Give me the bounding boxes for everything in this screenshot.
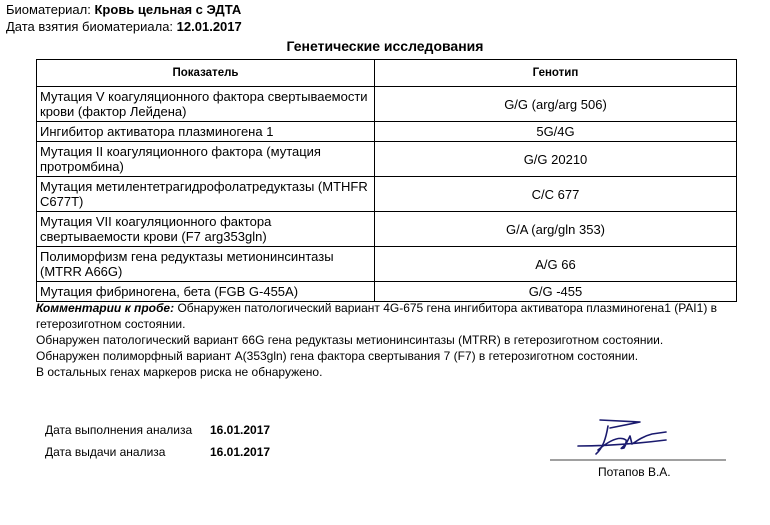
genotype-cell: G/G -455 (375, 282, 737, 302)
table-row (37, 87, 737, 122)
comment-line (36, 300, 756, 332)
indicator-cell: Мутация II коагуляционного фактора (мутация протромбина) (37, 142, 375, 177)
genotype-cell: C/C 677 (375, 177, 737, 212)
biomaterial-line (6, 2, 241, 17)
biomaterial-label: Биоматериал: (6, 2, 91, 17)
genotype-cell: 5G/4G (375, 122, 737, 142)
done-date-value: 16.01.2017 (210, 423, 271, 437)
date-taken-line (6, 19, 242, 34)
table-row (37, 122, 737, 142)
table-header-row (37, 60, 737, 87)
table-row (37, 142, 737, 177)
date-taken-label: Дата взятия биоматериала: (6, 19, 174, 34)
indicator-cell: Мутация фибриногена, бета (FGB G-455A) (37, 282, 375, 302)
table-row (37, 282, 737, 302)
indicator-cell: Мутация V коагуляционного фактора свертываемости крови (фактор Лейдена) (37, 87, 375, 122)
indicator-cell: Полиморфизм гена редуктазы метионинсинтазы (MTRR A66G) (37, 247, 375, 282)
comment-line: Обнаружен патологический вариант 66G гена редуктазы метионинсинтазы (MTRR) в гетерозиготном состоянии. (36, 333, 664, 347)
page-title: Генетические исследования (286, 38, 484, 54)
indicator-cell: Мутация метилентетрагидрофолатредуктазы (MTHFR C677T) (37, 177, 375, 212)
signer-name: Потапов В.А. (598, 465, 671, 479)
genotype-cell: G/A (arg/gln 353) (375, 212, 737, 247)
done-date-label: Дата выполнения анализа (45, 423, 193, 437)
indicator-cell: Ингибитор активатора плазминогена 1 (37, 122, 375, 142)
genotype-cell: G/G (arg/arg 506) (375, 87, 737, 122)
comments-lead: Комментарии к пробе: (36, 301, 175, 315)
issued-date-label: Дата выдачи анализа (45, 445, 166, 459)
comment-text: Обнаружен патологический вариант 4G-675 гена ингибитора активатора плазминогена1 (PAI1) в гетерозиготном состоянии. (36, 301, 718, 331)
comment-line: Обнаружен полиморфный вариант A(353gln) гена фактора свертывания 7 (F7) в гетерозиготном состоянии. (36, 349, 639, 363)
column-header-genotype: Генотип (375, 60, 737, 87)
table-row (37, 247, 737, 282)
table-row (37, 177, 737, 212)
genotype-cell: G/G 20210 (375, 142, 737, 177)
analysis-done-date (45, 423, 271, 438)
date-taken-value: 12.01.2017 (176, 19, 242, 34)
analysis-issued-date (45, 445, 271, 460)
genetic-results-table (36, 59, 737, 302)
issued-date-value: 16.01.2017 (210, 445, 271, 459)
column-header-indicator: Показатель (37, 60, 375, 87)
sample-comments (36, 300, 756, 380)
table-row (37, 212, 737, 247)
signature-image (548, 410, 728, 470)
genotype-cell: A/G 66 (375, 247, 737, 282)
biomaterial-value: Кровь цельная с ЭДТА (94, 2, 242, 17)
comment-line: В остальных генах маркеров риска не обнаружено. (36, 365, 323, 379)
indicator-cell: Мутация VII коагуляционного фактора свертываемости крови (F7 arg353gln) (37, 212, 375, 247)
